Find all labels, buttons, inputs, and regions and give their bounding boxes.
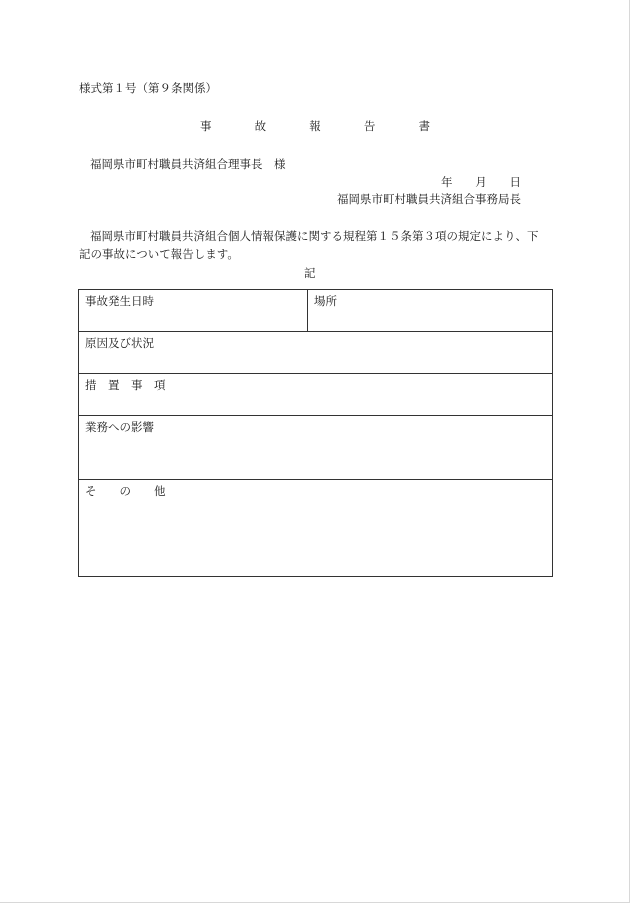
report-table bbox=[78, 289, 553, 577]
title-char: 故 bbox=[254, 119, 267, 133]
date-month: 月 bbox=[475, 175, 487, 189]
body-text-line-2: 記の事故について報告します。 bbox=[79, 247, 239, 261]
impact-label: 業務への影響 bbox=[85, 420, 154, 434]
table-row bbox=[79, 480, 553, 577]
addressee: 福岡県市町村職員共済組合理事長 様 bbox=[90, 157, 286, 171]
measures-cell[interactable] bbox=[79, 374, 553, 416]
cause-status-cell[interactable] bbox=[79, 332, 553, 374]
date-day: 日 bbox=[509, 175, 521, 189]
location-label: 場所 bbox=[314, 294, 337, 308]
ki-label: 記 bbox=[304, 266, 316, 280]
table-row bbox=[79, 290, 553, 332]
sender: 福岡県市町村職員共済組合事務局長 bbox=[337, 192, 521, 206]
location-cell[interactable] bbox=[308, 290, 553, 332]
other-label: そ の 他 bbox=[85, 484, 166, 498]
document-title bbox=[200, 121, 430, 133]
title-char: 書 bbox=[418, 119, 430, 133]
accident-datetime-label: 事故発生日時 bbox=[85, 294, 154, 308]
impact-cell[interactable] bbox=[79, 416, 553, 480]
date-line bbox=[441, 177, 521, 189]
form-number: 様式第１号（第９条関係） bbox=[79, 81, 217, 95]
title-char: 告 bbox=[363, 119, 376, 133]
accident-datetime-cell[interactable] bbox=[79, 290, 308, 332]
table-row bbox=[79, 374, 553, 416]
title-char: 報 bbox=[309, 119, 321, 133]
body-text-line-1: 福岡県市町村職員共済組合個人情報保護に関する規程第１５条第３項の規定により、下 bbox=[90, 229, 539, 243]
cause-status-label: 原因及び状況 bbox=[85, 336, 154, 350]
other-cell[interactable] bbox=[79, 480, 553, 577]
date-year: 年 bbox=[441, 175, 453, 189]
title-char: 事 bbox=[200, 119, 212, 133]
measures-label: 措 置 事 項 bbox=[85, 378, 166, 392]
table-row bbox=[79, 416, 553, 480]
table-row bbox=[79, 332, 553, 374]
